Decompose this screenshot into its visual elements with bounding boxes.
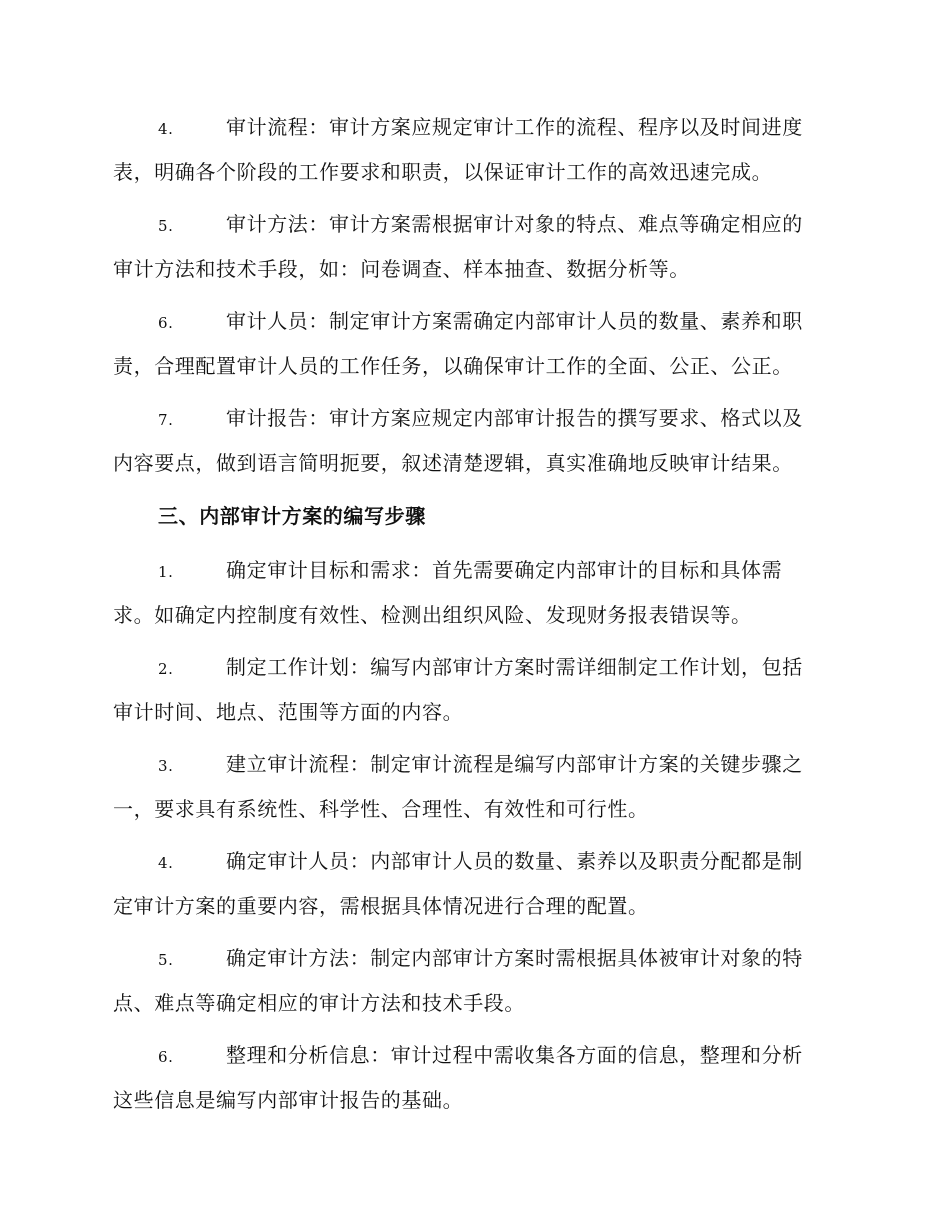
item-number: 3. [158, 757, 174, 775]
item-text-line: 内容要点，做到语言简明扼要，叙述清楚逻辑，真实准确地反映审计结果。 [113, 451, 793, 475]
item-text-line: 建立审计流程：制定审计流程是编写内部审计方案的关键步骤之 [226, 752, 803, 776]
item-text-line: 确定审计方法：制定内部审计方案时需根据具体被审计对象的特 [226, 946, 803, 970]
item-number: 5. [158, 951, 174, 969]
list-item [113, 646, 837, 734]
list-item [113, 840, 837, 928]
item-text-line: 点、难点等确定相应的审计方法和技术手段。 [113, 991, 525, 1015]
section-heading: 三、内部审计方案的编写步骤 [158, 504, 426, 528]
item-number: 4. [158, 120, 174, 138]
item-text-line: 这些信息是编写内部审计报告的基础。 [113, 1088, 464, 1112]
item-text-line: 求。如确定内控制度有效性、检测出组织风险、发现财务报表错误等。 [113, 603, 752, 627]
item-text-line: 定审计方案的重要内容，需根据具体情况进行合理的配置。 [113, 894, 649, 918]
list-item [113, 300, 837, 388]
item-text-line: 责，合理配置审计人员的工作任务，以确保审计工作的全面、公正、公正。 [113, 354, 793, 378]
item-text-line: 审计时间、地点、范围等方面的内容。 [113, 700, 464, 724]
item-number: 5. [158, 217, 174, 235]
item-text-line: 审计报告：审计方案应规定内部审计报告的撰写要求、格式以及 [226, 406, 803, 430]
item-number: 2. [158, 660, 174, 678]
item-text-line: 一，要求具有系统性、科学性、合理性、有效性和可行性。 [113, 797, 649, 821]
list-item [113, 397, 837, 485]
item-text-line: 审计方法：审计方案需根据审计对象的特点、难点等确定相应的 [226, 212, 803, 236]
list-item [113, 937, 837, 1025]
item-text-line: 确定审计目标和需求：首先需要确定内部审计的目标和具体需 [226, 558, 783, 582]
item-number: 6. [158, 1048, 174, 1066]
item-text-line: 整理和分析信息：审计过程中需收集各方面的信息，整理和分析 [226, 1043, 803, 1067]
list-item [113, 549, 837, 637]
item-text-line: 表，明确各个阶段的工作要求和职责，以保证审计工作的高效迅速完成。 [113, 160, 773, 184]
list-item [113, 743, 837, 831]
item-number: 1. [158, 563, 174, 581]
item-text-line: 制定工作计划：编写内部审计方案时需详细制定工作计划，包括 [226, 655, 803, 679]
item-text-line: 确定审计人员：内部审计人员的数量、素养以及职责分配都是制 [226, 849, 803, 873]
item-number: 6. [158, 314, 174, 332]
item-text-line: 审计流程：审计方案应规定审计工作的流程、程序以及时间进度 [226, 115, 803, 139]
item-text-line: 审计方法和技术手段，如：问卷调查、样本抽查、数据分析等。 [113, 257, 690, 281]
list-item [113, 1034, 837, 1122]
item-number: 4. [158, 854, 174, 872]
item-number: 7. [158, 411, 174, 429]
list-item [113, 203, 837, 291]
item-text-line: 审计人员：制定审计方案需确定内部审计人员的数量、素养和职 [226, 309, 803, 333]
list-item [113, 106, 837, 194]
